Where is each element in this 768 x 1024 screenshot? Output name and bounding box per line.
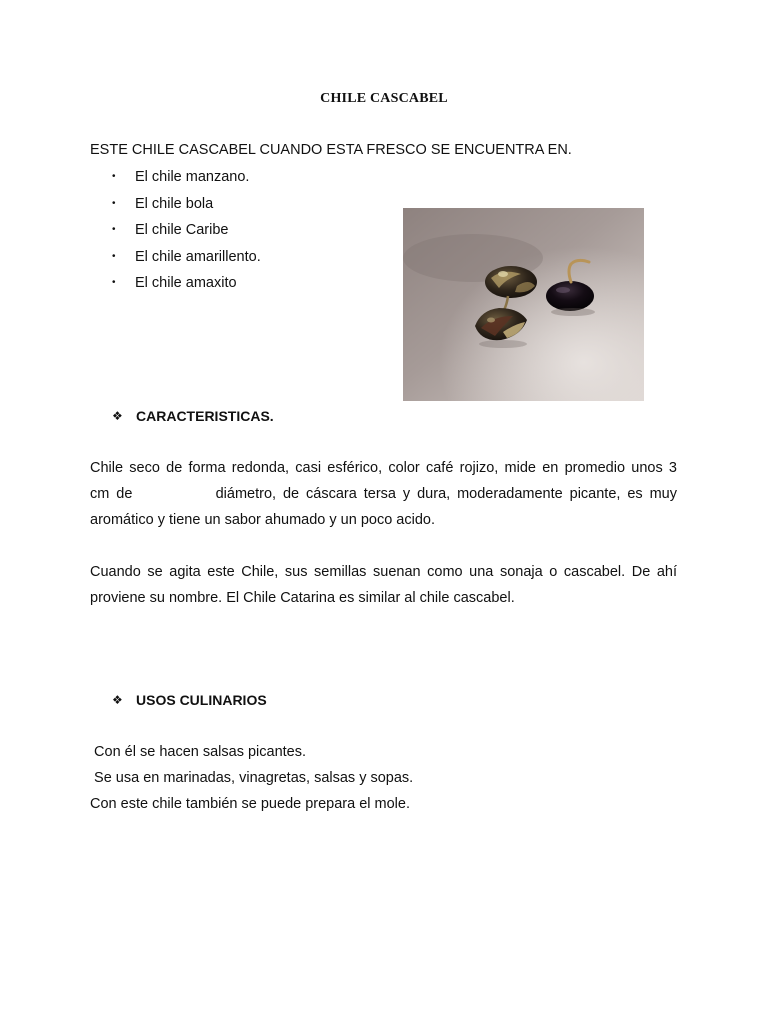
usos-line: Con él se hacen salsas picantes. — [90, 744, 307, 760]
section-heading-text: USOS CULINARIOS — [136, 692, 267, 708]
list-item — [112, 248, 261, 275]
paragraph-line: Chile seco de forma redonda, casi esférico, color café rojizo, mide en promedio unos 3 — [90, 460, 677, 476]
section-heading-caracteristicas — [112, 408, 274, 424]
diamond-bullet-icon: ❖ — [112, 693, 123, 707]
document-title: CHILE CASCABEL — [320, 91, 448, 106]
section-heading-text: CARACTERISTICAS. — [136, 408, 274, 424]
paragraph-line: Cuando se agita este Chile, sus semillas suenan como una sonaja o cascabel. De ahí — [90, 564, 677, 580]
paragraph-line: aromático y tiene un sabor ahumado y un poco acido. — [90, 512, 435, 528]
bullet-icon: • — [112, 171, 116, 182]
list-item-text: El chile amarillento. — [135, 248, 261, 265]
list-item — [112, 221, 261, 248]
list-item-text: El chile bola — [135, 195, 214, 212]
intro-text: ESTE CHILE CASCABEL CUANDO ESTA FRESCO SE ENCUENTRA EN. — [90, 142, 572, 158]
list-item-text: El chile manzano. — [135, 169, 250, 185]
list-item — [112, 195, 261, 222]
list-item — [112, 274, 261, 301]
chile-cascabel-photo — [403, 208, 644, 401]
bullet-icon: • — [112, 197, 116, 209]
list-item-text: El chile Caribe — [135, 222, 229, 238]
section-heading-usos-culinarios — [112, 692, 267, 708]
paragraph-line: proviene su nombre. El Chile Catarina es similar al chile cascabel. — [90, 590, 515, 606]
bullet-icon: • — [112, 277, 116, 288]
bullet-icon: • — [112, 224, 116, 235]
usos-line: Se usa en marinadas, vinagretas, salsas y sopas. — [90, 770, 414, 786]
bullet-icon: • — [112, 250, 116, 262]
usos-line: Con este chile también se puede prepara el mole. — [90, 796, 410, 812]
list-item-text: El chile amaxito — [135, 275, 237, 291]
diamond-bullet-icon: ❖ — [112, 409, 123, 423]
paragraph-line: cm de diámetro, de cáscara tersa y dura, moderadamente picante, es muy — [90, 486, 677, 502]
list-item — [112, 168, 261, 195]
chile-variety-list — [112, 168, 261, 301]
